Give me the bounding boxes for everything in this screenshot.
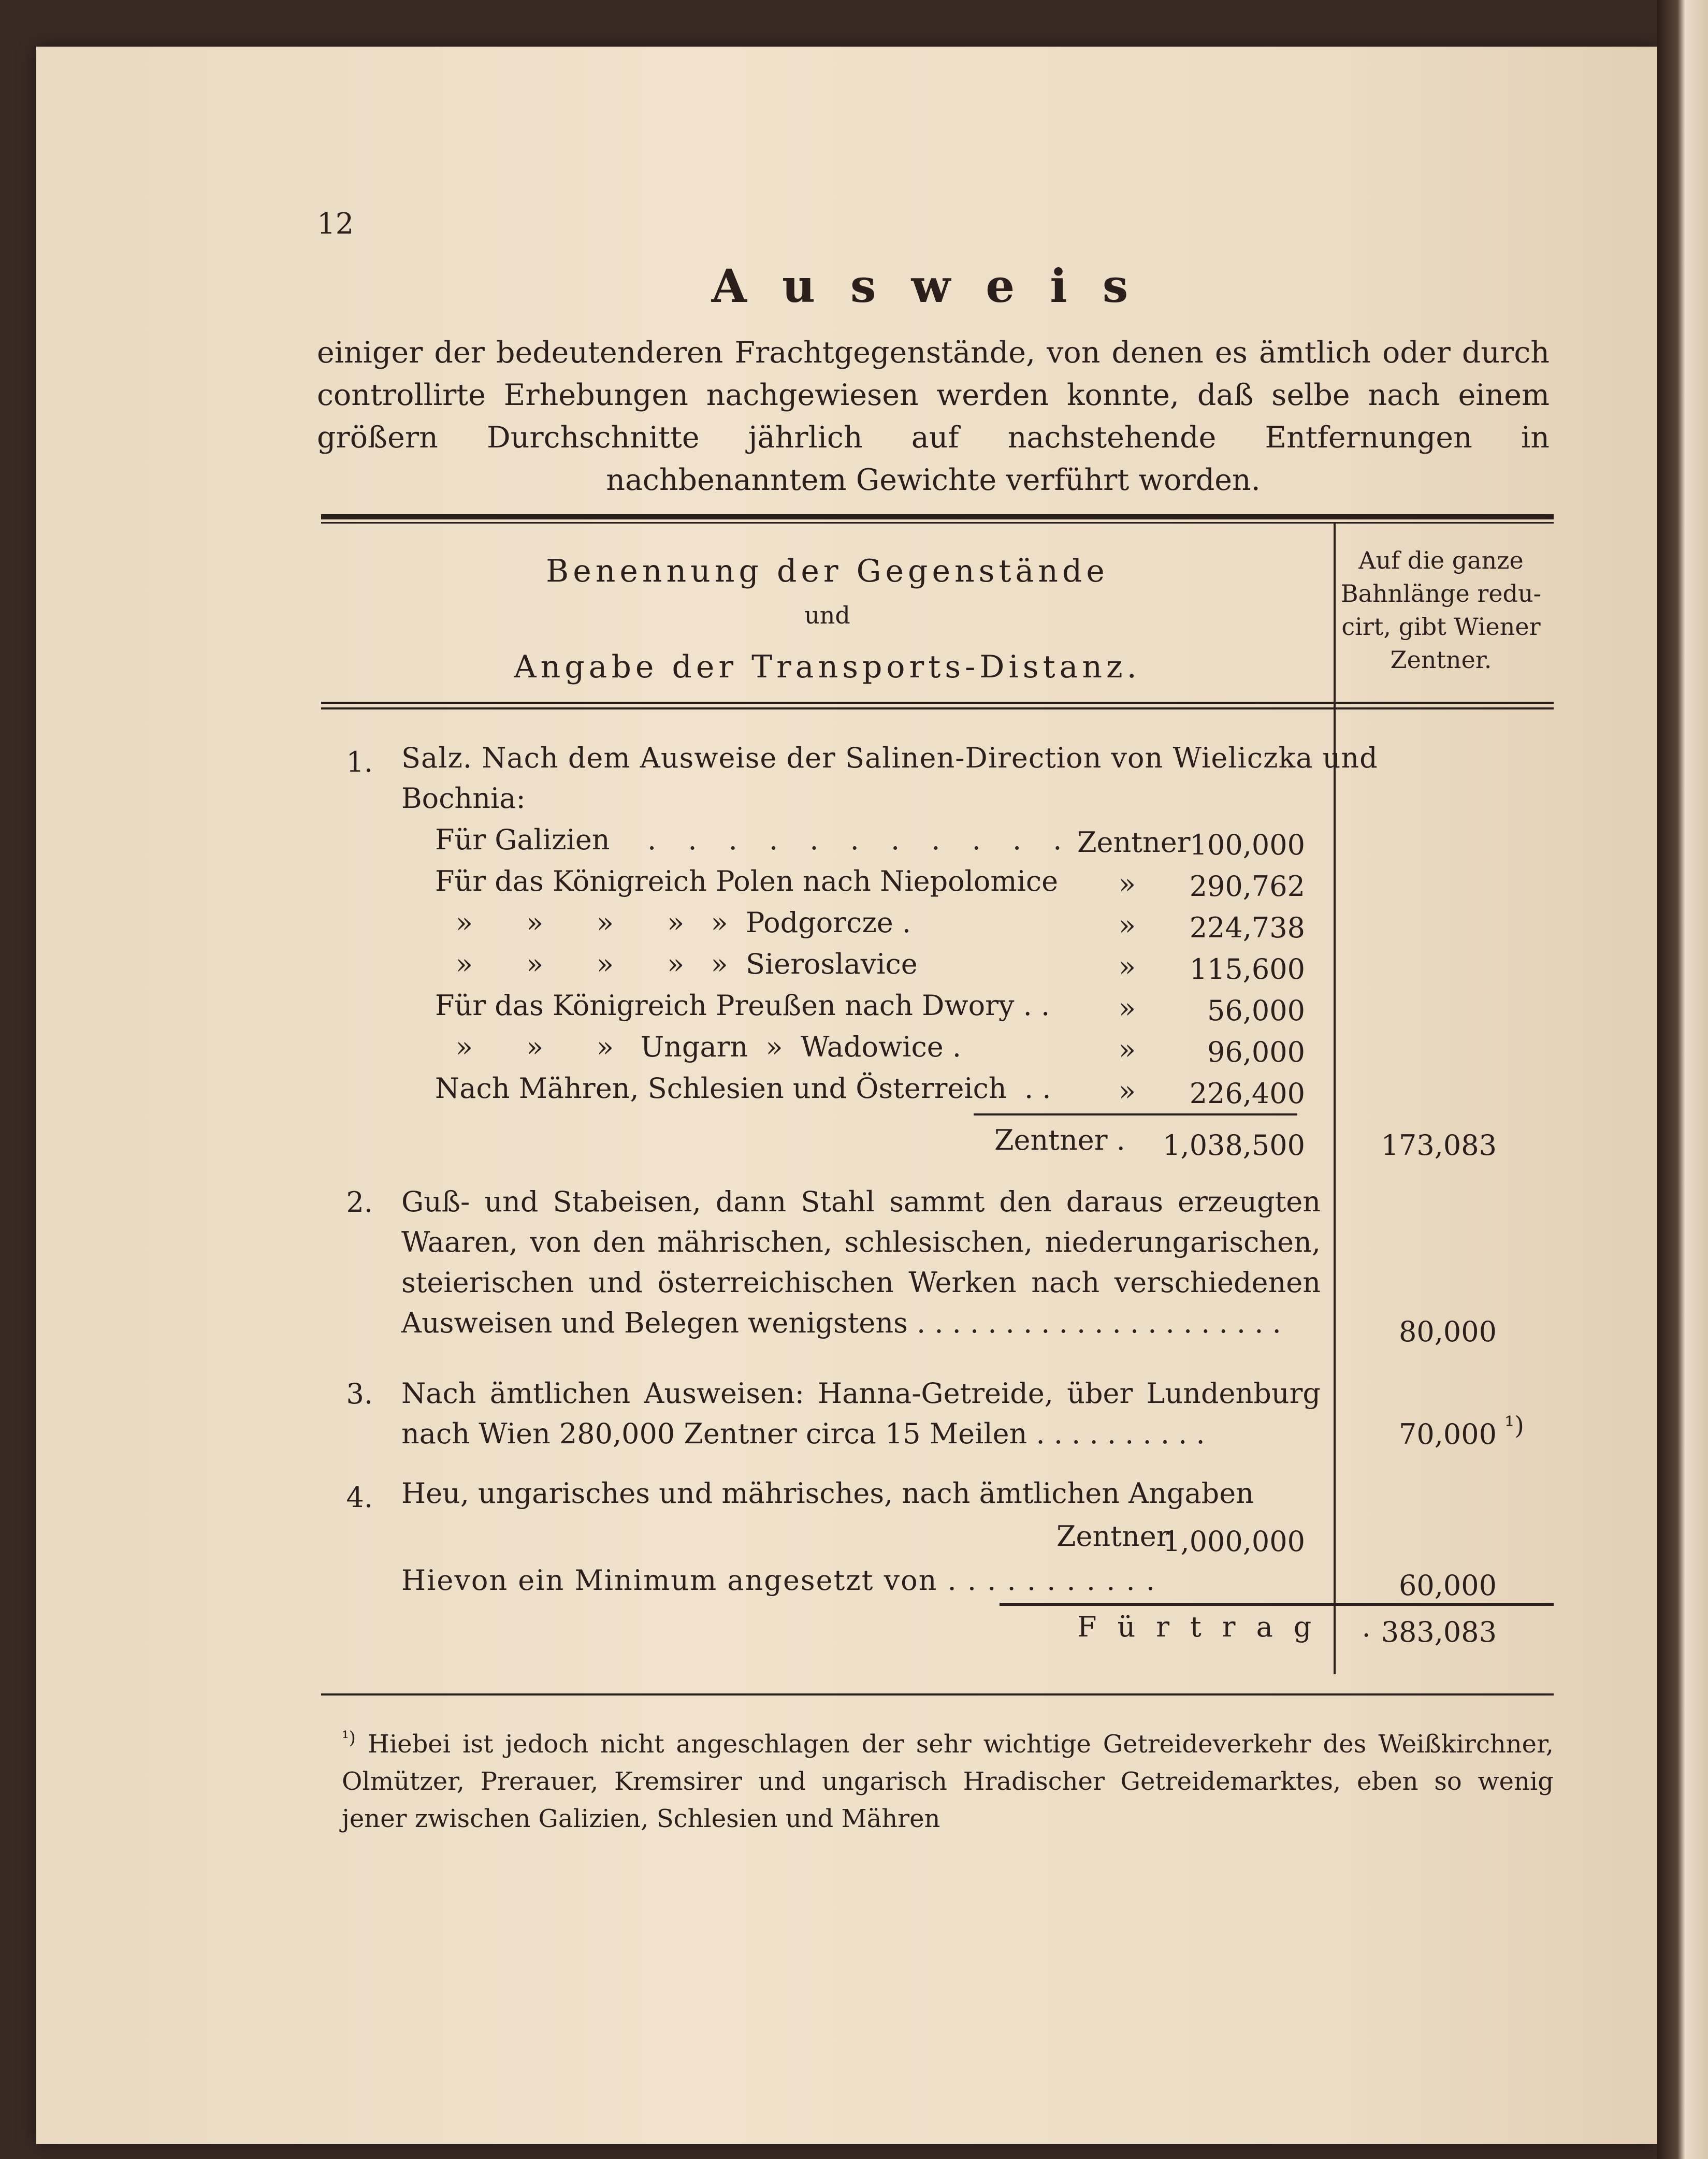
item1-row-label: Nach Mähren, Schlesien und Österreich . . [435,1072,1051,1105]
item1-row-value: 96,000 [1207,1036,1305,1068]
table-top-rule [321,514,1554,519]
item2-text: Guß- und Stabeisen, dann Stahl sammt den daraus erzeugten Waaren, von den mährischen, schlesischen, niederungarischen, steierischen und österreichischen Werken nach verschiedenen Ausweisen und Belegen wenigstens . . . . . . . . . . . . . . . . . . . . . [401,1185,1321,1339]
item1-row-label: Für das Königreich Polen nach Niepolomice [435,865,1059,897]
table-bottom-rule [321,1693,1554,1696]
item1-row-unit: » [1119,909,1136,941]
item1-row-value: 100,000 [1189,829,1305,861]
header-col1-line3: Angabe der Transports-Distanz. [514,649,1141,685]
item1-row-unit: Zentner [1077,826,1191,859]
item2-reduced-value: 80,000 [1399,1315,1497,1348]
item4-unit: Zentner [1056,1520,1170,1553]
item1-row-label: » » » Ungarn » Wadowice . [456,1031,962,1063]
item1-subtotal-rule [974,1113,1297,1115]
book-spine [1657,0,1708,2159]
item4-value: 1,000,000 [1163,1525,1305,1558]
item3-index: 3. [346,1378,373,1410]
footnote-text: Hiebei ist jedoch nicht angeschlagen der sehr wichtige Getreideverkehr des Weißkirchner, Olmützer, Prerauer, Kremsirer und ungarisch Hradischer Getreidemarktes, eben so wenig jener zwischen Galizien, Schlesien und Mähren [342,1730,1554,1833]
footnote-mark: ¹) [342,1728,356,1748]
item1-row-unit: » [1119,867,1136,900]
header-col2-line2: Bahnlänge redu- [1340,579,1542,607]
item1-row-unit: » [1119,950,1136,983]
header-col2-line3: cirt, gibt Wiener [1341,613,1541,641]
item4-reduced-value: 60,000 [1399,1569,1497,1602]
item1-row-unit: » [1119,992,1136,1024]
carry-value: 383,083 [1381,1616,1497,1648]
header-col1-line1: Benennung der Gegenstände [546,553,1109,589]
document-title: Ausweis [711,259,1164,313]
table-top-rule-thin [321,522,1554,524]
carry-label: Fürtrag . [1077,1611,1392,1643]
item2-index: 2. [346,1186,373,1219]
item1-total-unit: Zentner . [994,1124,1125,1156]
item1-row-value: 224,738 [1189,911,1305,944]
item1-row-value: 290,762 [1189,870,1305,903]
header-col2-line4: Zentner. [1390,646,1492,674]
item4-index: 4. [346,1481,373,1514]
item1-row-unit: » [1119,1033,1136,1066]
item1-row-unit: » [1119,1075,1136,1107]
item1-text-line2: Bochnia: [401,782,526,815]
footnote [342,1719,1554,1837]
item1-row-value: 226,400 [1189,1077,1305,1110]
carry-top-rule [1000,1603,1554,1606]
item1-row-value: 115,600 [1189,953,1305,986]
item1-text-line1: Salz. Nach dem Ausweise der Salinen-Direction von Wieliczka und [401,742,1378,774]
item1-row-label: » » » » » Sieroslavice [456,948,918,980]
item3-text: Nach ämtlichen Ausweisen: Hanna-Getreide, über Lundenburg nach Wien 280,000 Zentner circa 15 Meilen . . . . . . . . . . [401,1377,1321,1450]
item1-row-label: » » » » » Podgorcze . [456,906,911,939]
item3-reduced-value: 70,000 [1399,1418,1497,1451]
item1-total-value: 1,038,500 [1163,1129,1305,1162]
item1-row-label: Für Galizien [435,823,610,856]
intro-paragraph: einiger der bedeutenderen Frachtgegenstände, von denen es ämtlich oder durch controllirte Erhebungen nachgewiesen werden konnte, daß selbe nach einem größern Durchschnitte jährlich auf nachstehende Entfernungen in nachbenanntem Gewichte verführt worden. [317,336,1550,497]
item3-footnote-mark: ¹) [1504,1411,1524,1440]
header-col1-line2: und [804,601,850,629]
column-divider [1334,522,1336,1674]
header-bottom-rule-2 [321,707,1554,709]
item1-reduced-value: 173,083 [1381,1129,1497,1162]
item1-row-leader: . . . . . . . . . . . [647,823,1074,856]
item4-text: Heu, ungarisches und mährisches, nach ämtlichen Angaben [401,1477,1254,1510]
item1-index: 1. [346,746,373,778]
page-number: 12 [317,207,354,241]
item1-row-label: Für das Königreich Preußen nach Dwory . . [435,989,1050,1022]
header-col2-line1: Auf die ganze [1358,546,1524,574]
header-col2 [1339,544,1543,676]
item4-minimum-text: Hievon ein Minimum angesetzt von . . . . . . . . . . . [401,1564,1156,1597]
item1-row-value: 56,000 [1207,994,1305,1027]
header-bottom-rule [321,702,1554,704]
